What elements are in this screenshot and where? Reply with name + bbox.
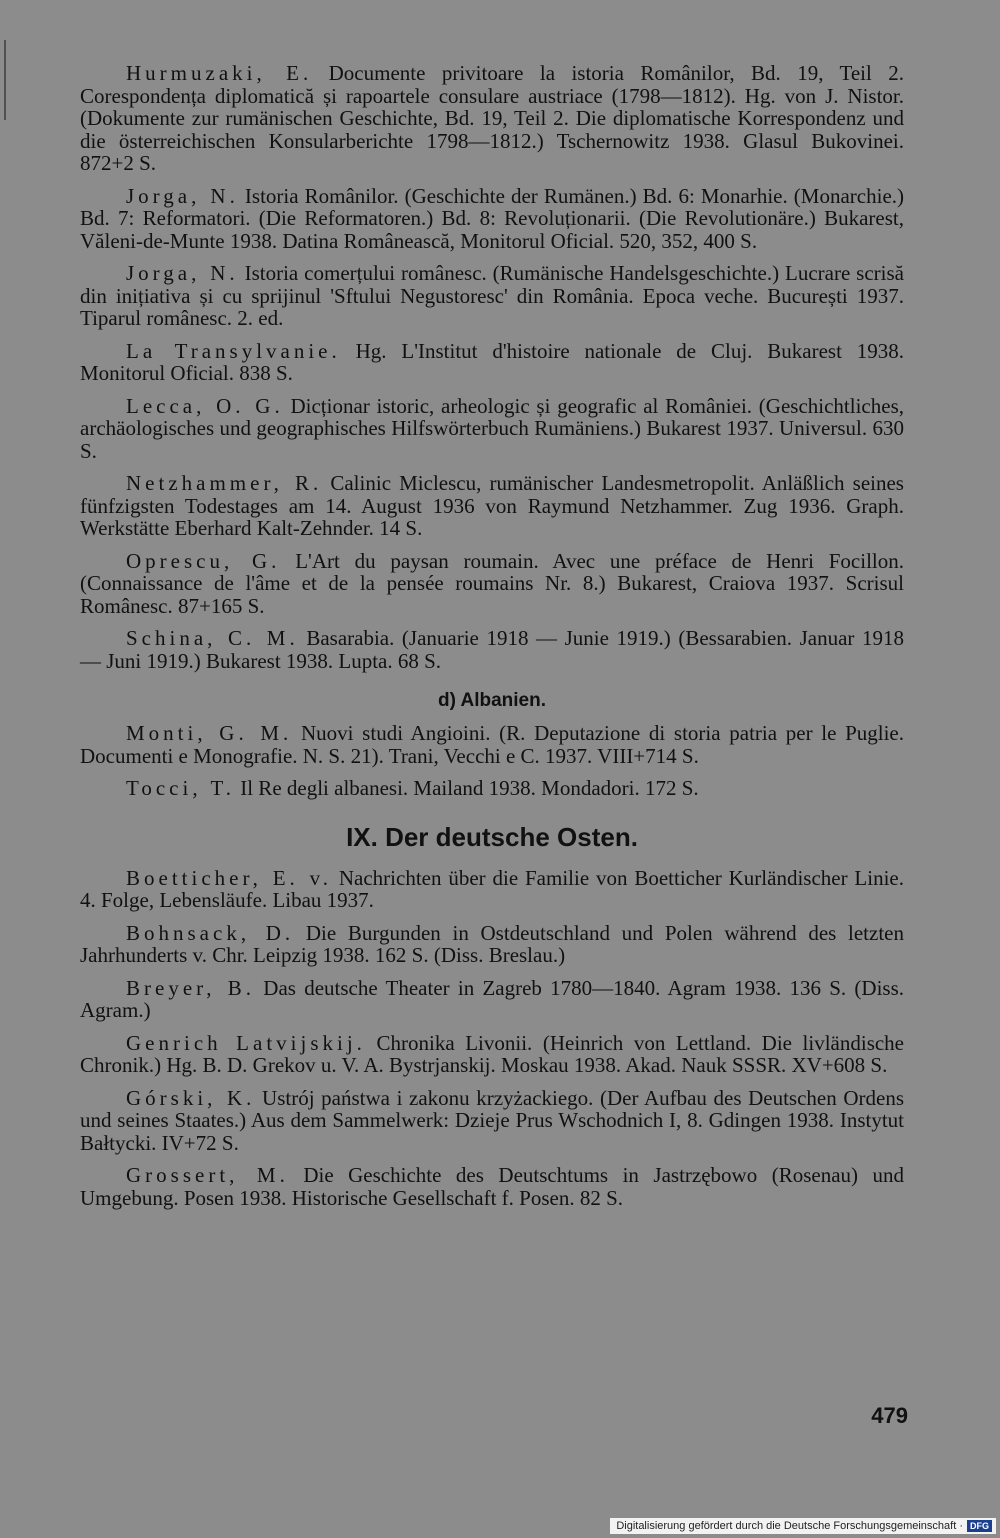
bibliography-entry bbox=[80, 722, 904, 767]
entry-text: Basarabia. (Januarie 1918 — Junie 1919.) (Bessarabien. Januar 1918 — Juni 1919.) Bukarest 1938. Lupta. 68 S. bbox=[80, 626, 904, 673]
bibliography-entry bbox=[80, 1032, 904, 1077]
bibliography-entry bbox=[80, 1087, 904, 1155]
entry-text: Chronika Livonii. (Heinrich von Lettland. Die livländische Chronik.) Hg. B. D. Grekov u. V. A. Bystrjanskij. Moskau 1938. Akad. Nauk SSSR. XV+608 S. bbox=[80, 1030, 905, 1077]
bibliography-entry bbox=[80, 627, 904, 672]
entry-author: Schina, C. M. bbox=[126, 626, 299, 650]
bibliography-entry bbox=[80, 395, 904, 463]
entry-text: Hg. L'Institut d'histoire nationale de Cluj. Bukarest 1938. Monitorul Oficial. 838 S. bbox=[80, 338, 905, 385]
bibliography-entry bbox=[80, 262, 904, 330]
chapter-heading-der-deutsche-osten: IX. Der deutsche Osten. bbox=[346, 821, 638, 852]
entry-author: Boetticher, E. v. bbox=[126, 865, 333, 890]
entry-author: Lecca, O. G. bbox=[126, 393, 284, 418]
bibliography-entry bbox=[80, 977, 904, 1022]
entry-author: Hurmuzaki, E. bbox=[126, 61, 313, 85]
bibliography-entry bbox=[80, 62, 904, 175]
entry-text: Die Geschichte des Deutschtums in Jastrzębowo (Rosenau) und Umgebung. Posen 1938. Historische Gesellschaft f. Posen. 82 S. bbox=[80, 1163, 905, 1210]
entry-author: Jorga, N. bbox=[126, 261, 239, 285]
entry-author: Breyer, B. bbox=[126, 975, 256, 1000]
entry-author: Jorga, N. bbox=[126, 183, 239, 208]
page-text-column bbox=[80, 62, 904, 1219]
entry-author: Oprescu, G. bbox=[126, 548, 281, 573]
entries-deutscher-osten bbox=[80, 867, 904, 1210]
bibliography-entry bbox=[80, 1164, 904, 1209]
entry-text: Nuovi studi Angioini. (R. Deputazione di storia patria per le Puglie. Documenti e Monografie. N. S. 21). Trani, Vecchi e C. 1937. VIII+714 S. bbox=[80, 721, 905, 768]
dfg-logo: DFG bbox=[967, 1520, 992, 1532]
entry-author: La Transylvanie. bbox=[126, 338, 341, 363]
entry-text: Documente privitoare la istoria Românilor, Bd. 19, Teil 2. Corespondența diplomatică și rapoartele consulare austriace (1798—1812). Hg. von J. Nistor. (Dokumente zur rumänischen Geschichte, Bd. 19, Teil 2. Die diplomatische Korrespondenz und die österreichischen Konsularberichte 1798—1812.) Tschernowitz 1938. Glasul Bukovinei. 872+2 S. bbox=[80, 61, 905, 175]
entry-text: L'Art du paysan roumain. Avec une préface de Henri Focillon. (Connaissance de l'âme et de la pensée roumains Nr. 8.) Bukarest, Craiova 1937. Scrisul Românesc. 87+165 S. bbox=[80, 548, 905, 618]
bibliography-entry bbox=[80, 340, 904, 385]
entry-text: Nachrichten über die Familie von Boetticher Kurländischer Linie. 4. Folge, Lebensläufe. Libau 1937. bbox=[80, 865, 904, 912]
entry-author: Bohnsack, D. bbox=[126, 920, 295, 945]
section-heading-albanien: d) Albanien. bbox=[437, 690, 547, 711]
digitization-footer bbox=[610, 1518, 996, 1534]
entry-author: Grossert, M. bbox=[126, 1163, 289, 1187]
entry-author: Genrich Latvijskij. bbox=[126, 1030, 366, 1055]
entry-author: Monti, G. M. bbox=[126, 721, 293, 745]
bibliography-entry bbox=[80, 472, 904, 540]
bibliography-entry bbox=[80, 777, 904, 800]
entries-romania bbox=[80, 62, 904, 672]
entry-text: Istoria comerțului românesc. (Rumänische Handelsgeschichte.) Lucrare scrisă din inițiativa și cu sprijinul 'Sftului Negustoresc' din România. Epoca veche. București 1937. Tiparul românesc. 2. ed. bbox=[80, 261, 904, 330]
entry-text: Die Burgunden in Ostdeutschland und Polen während des letzten Jahrhunderts v. Chr. Leipzig 1938. 162 S. (Diss. Breslau.) bbox=[80, 920, 904, 967]
bibliography-entry bbox=[80, 550, 904, 618]
scan-edge-mark bbox=[4, 40, 6, 120]
footer-text: Digitalisierung gefördert durch die Deutsche Forschungsgemeinschaft · bbox=[616, 1520, 963, 1532]
page-number: 479 bbox=[871, 1403, 908, 1428]
bibliography-entry bbox=[80, 185, 904, 253]
entry-author: Tocci, T. bbox=[126, 776, 235, 800]
entry-author: Netzhammer, R. bbox=[126, 471, 323, 495]
entry-author: Górski, K. bbox=[126, 1085, 256, 1110]
entry-text: Ustrój państwa i zakonu krzyżackiego. (Der Aufbau des Deutschen Ordens und seines Staates.) Aus dem Sammelwerk: Dzieje Prus Wschodnich I, 8. Gdingen 1938. Instytut Bałtycki. IV+72 S. bbox=[80, 1085, 904, 1155]
entry-text: Calinic Miclescu, rumänischer Landesmetropolit. Anläßlich seines fünfzigsten Todestages am 14. August 1936 von Raymund Netzhammer. Zug 1936. Graph. Werkstätte Eberhard Kalt-Zehnder. 14 S. bbox=[80, 471, 904, 540]
entry-text: Dicționar istoric, arheologic și geografic al României. (Geschichtliches, archäologisches und geographisches Hilfswörterbuch Rumäniens.) Bukarest 1937. Universul. 630 S. bbox=[80, 393, 904, 463]
entry-text: Das deutsche Theater in Zagreb 1780—1840. Agram 1938. 136 S. (Diss. Agram.) bbox=[80, 975, 905, 1022]
bibliography-entry bbox=[80, 922, 904, 967]
entry-text: Il Re degli albanesi. Mailand 1938. Mondadori. 172 S. bbox=[240, 776, 699, 800]
entry-text: Istoria Românilor. (Geschichte der Rumänen.) Bd. 6: Monarhie. (Monarchie.) Bd. 7: Reformatori. (Die Reformatoren.) Bd. 8: Revoluționarii. (Die Revolutionäre.) Bukarest, Văleni-de-Munte 1938. Datina Românească, Monitorul Oficial. 520, 352, 400 S. bbox=[80, 183, 905, 253]
entries-albania bbox=[80, 722, 904, 800]
bibliography-entry bbox=[80, 867, 904, 912]
